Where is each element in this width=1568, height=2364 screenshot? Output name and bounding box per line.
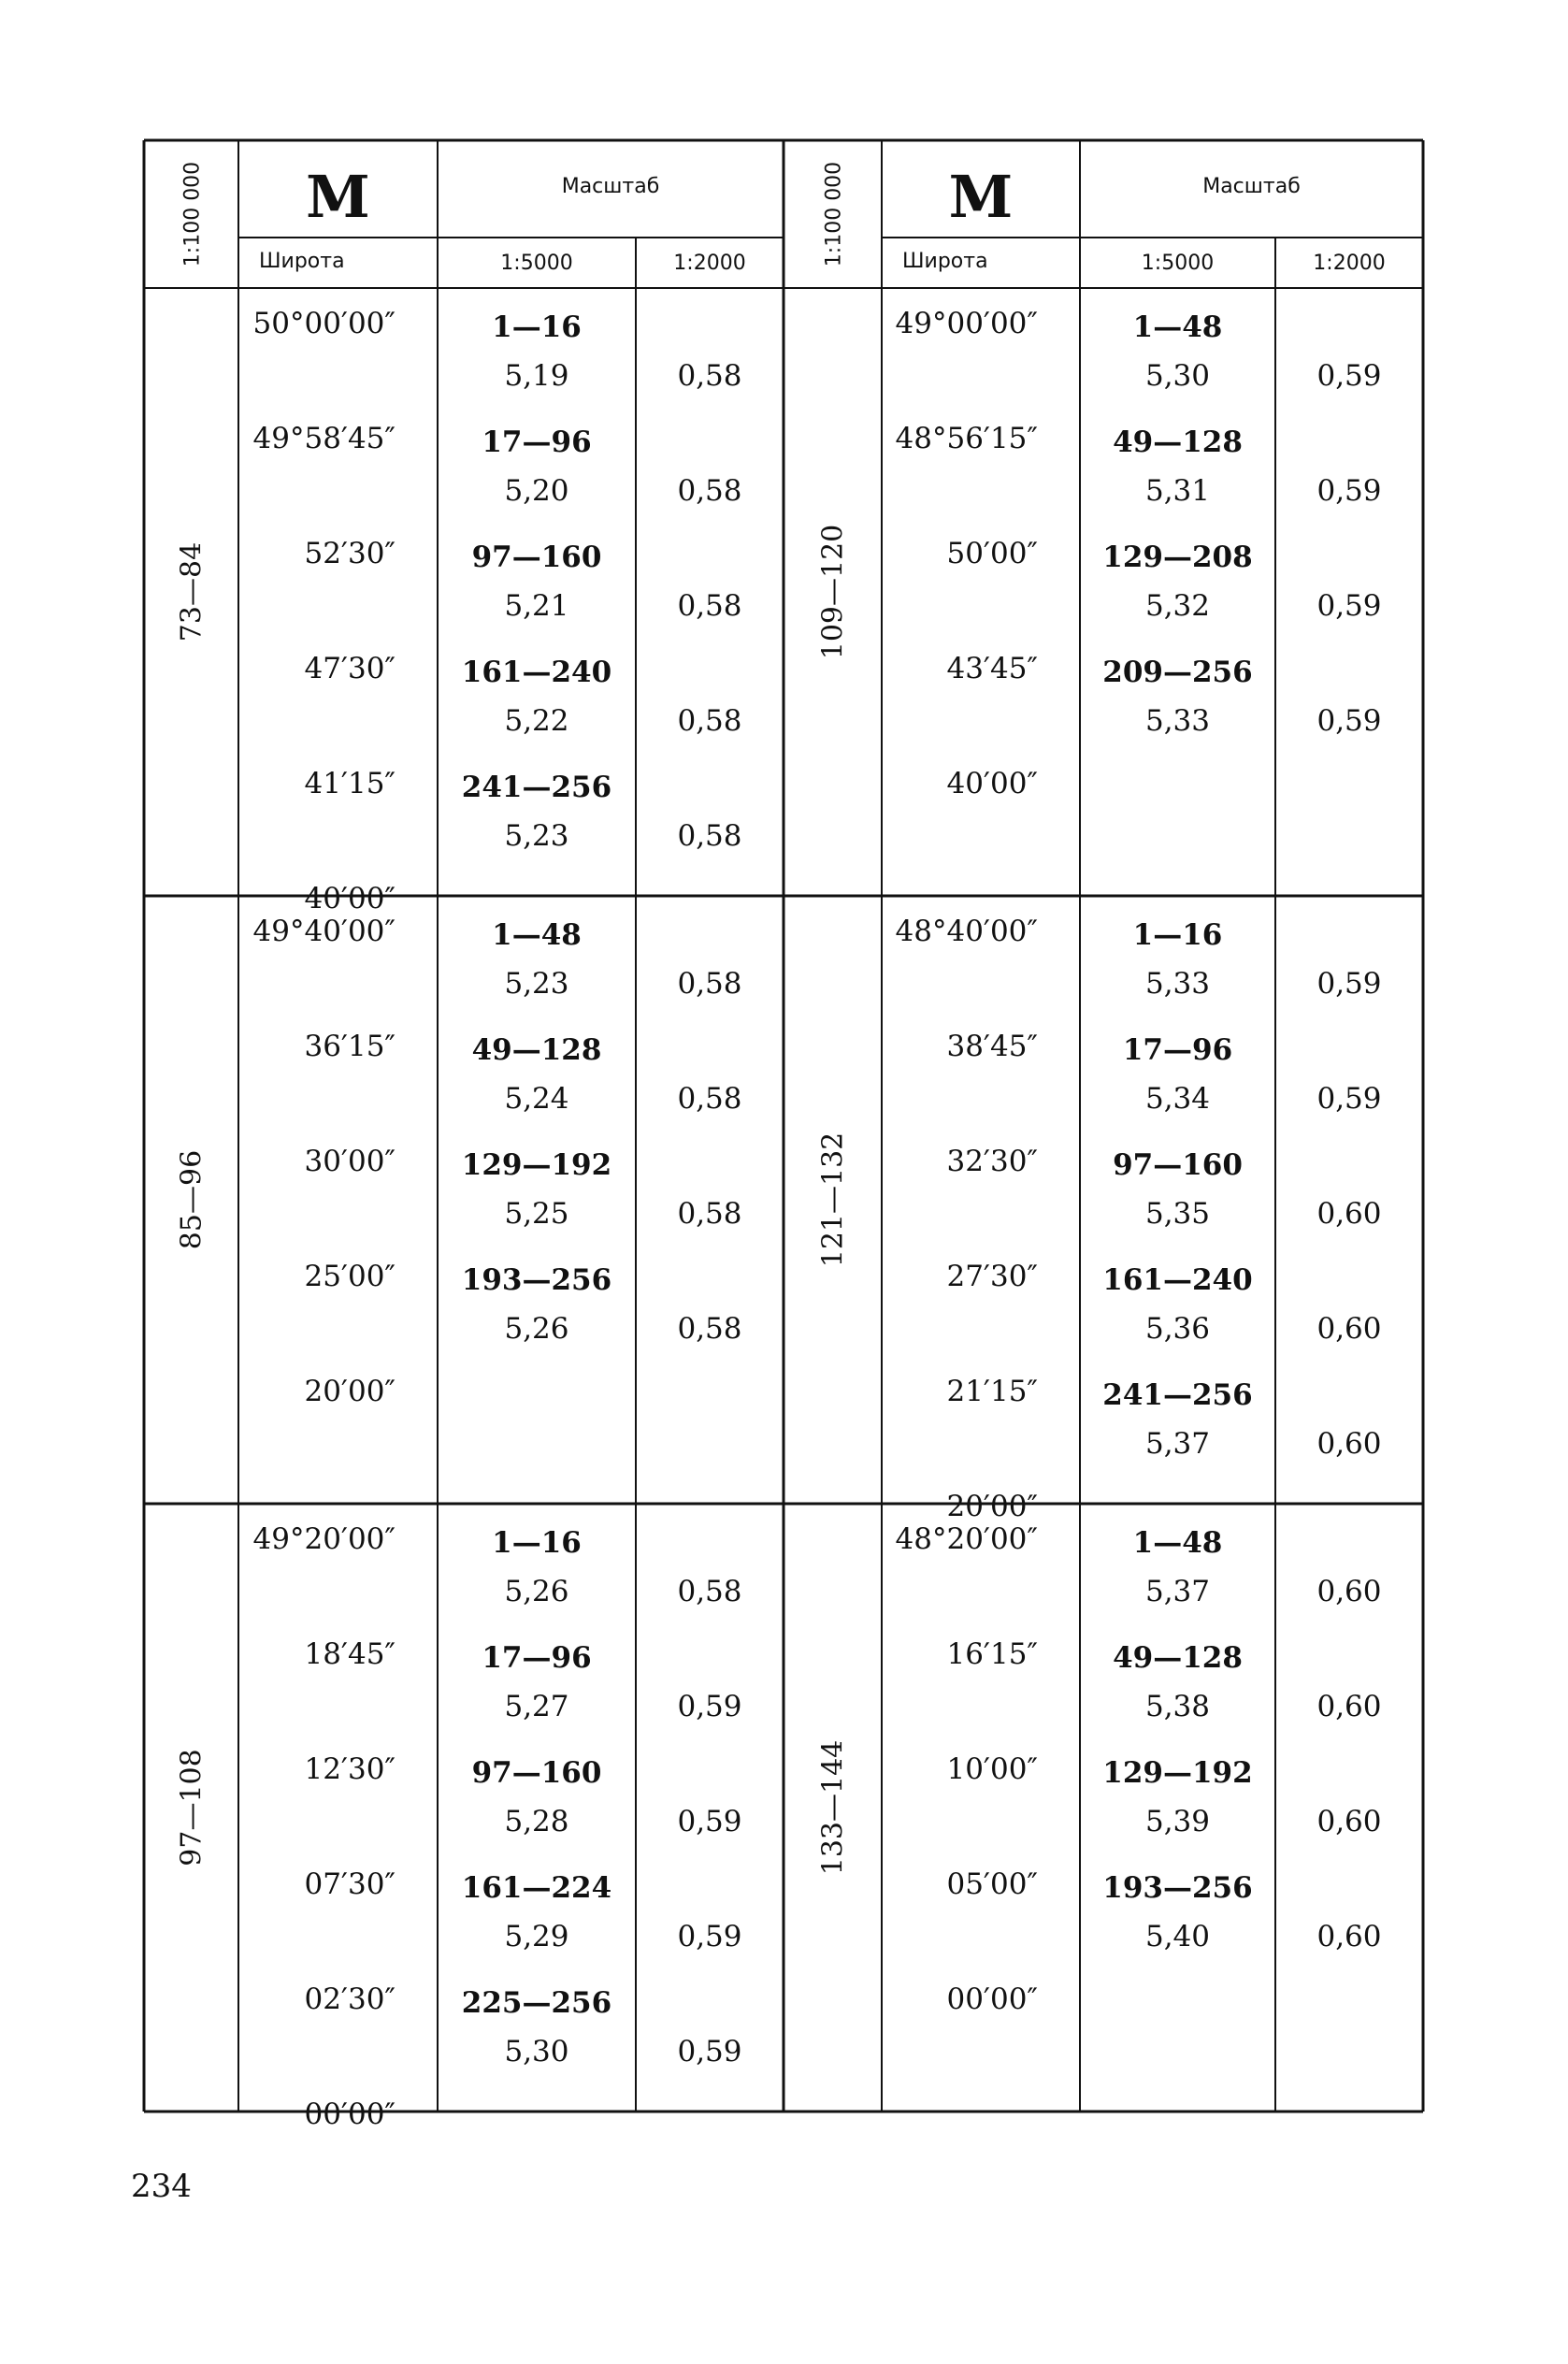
sheet-range: 49—128 (1113, 1641, 1243, 1675)
value-1-5000: 5,39 (1144, 1805, 1211, 1838)
value-1-5000: 5,23 (504, 967, 569, 1001)
sheet-range: 161—240 (1102, 1263, 1253, 1297)
sheet-range: 129—192 (1102, 1756, 1253, 1790)
block-range-label: 85—96 (175, 1149, 209, 1250)
sheet-range: 161—224 (461, 1871, 612, 1905)
sheet-range: 193—256 (461, 1263, 612, 1297)
sheet-range: 97—160 (1113, 1148, 1243, 1182)
latitude-value: 49°00′00″ (895, 307, 1038, 340)
map-letter: M (948, 163, 1014, 231)
sheet-range: 1—48 (492, 918, 582, 952)
latitude-value: 05′00″ (946, 1867, 1038, 1901)
value-1-2000: 0,60 (1316, 1920, 1382, 1953)
page-number: 234 (131, 2168, 192, 2205)
value-1-5000: 5,22 (504, 704, 569, 738)
sheet-range: 1—48 (1132, 1526, 1223, 1560)
sheet-range: 49—128 (1113, 425, 1243, 459)
scale-title: Масштаб (1202, 175, 1301, 198)
latitude-value: 48°56′15″ (895, 422, 1038, 455)
latitude-label: Широта (259, 250, 345, 273)
value-1-5000: 5,37 (1144, 1427, 1211, 1461)
value-1-5000: 5,26 (504, 1312, 569, 1346)
value-1-2000: 0,60 (1316, 1690, 1382, 1723)
value-1-5000: 5,34 (1144, 1082, 1211, 1116)
latitude-value: 07′30″ (304, 1867, 396, 1901)
value-1-2000: 0,60 (1316, 1805, 1382, 1838)
value-1-2000: 0,59 (1316, 1082, 1382, 1116)
sheet-range: 129—208 (1102, 541, 1253, 574)
latitude-value: 49°20′00″ (252, 1522, 396, 1556)
sheet-range: 193—256 (1102, 1871, 1253, 1905)
latitude-end-value: 40′00″ (946, 767, 1038, 800)
sheet-range: 17—96 (482, 425, 592, 459)
value-1-2000: 0,59 (677, 1690, 742, 1723)
latitude-end-value: 00′00″ (946, 1982, 1038, 2016)
value-1-2000: 0,58 (677, 1197, 742, 1231)
scale-100000-label: 1:100 000 (822, 161, 846, 267)
value-1-2000: 0,59 (1316, 967, 1382, 1001)
value-1-5000: 5,33 (1144, 967, 1211, 1001)
value-1-2000: 0,60 (1316, 1312, 1382, 1346)
value-1-2000: 0,59 (1316, 704, 1382, 738)
value-1-2000: 0,60 (1316, 1197, 1382, 1231)
latitude-value: 30′00″ (304, 1145, 396, 1178)
value-1-5000: 5,30 (1144, 359, 1211, 393)
latitude-value: 48°20′00″ (895, 1522, 1038, 1556)
latitude-end-value: 00′00″ (304, 2097, 396, 2131)
latitude-value: 50°00′00″ (252, 307, 396, 340)
latitude-value: 32′30″ (946, 1145, 1038, 1178)
value-1-5000: 5,29 (504, 1920, 569, 1953)
value-1-2000: 0,58 (677, 1082, 742, 1116)
latitude-value: 27′30″ (946, 1260, 1038, 1293)
latitude-end-value: 40′00″ (304, 882, 396, 915)
scale-2000-label: 1:2000 (1313, 252, 1386, 275)
value-1-5000: 5,26 (504, 1575, 569, 1608)
latitude-value: 36′15″ (304, 1030, 396, 1063)
value-1-2000: 0,58 (677, 704, 742, 738)
sheet-range: 1—48 (1132, 310, 1223, 344)
block-range-label: 97—108 (175, 1749, 209, 1867)
latitude-value: 02′30″ (304, 1982, 396, 2016)
value-1-2000: 0,58 (677, 589, 742, 623)
value-1-5000: 5,35 (1144, 1197, 1211, 1231)
scale-100000-label: 1:100 000 (180, 161, 205, 267)
latitude-end-value: 20′00″ (946, 1490, 1038, 1523)
sheet-range: 97—160 (471, 541, 602, 574)
value-1-5000: 5,23 (504, 819, 569, 853)
value-1-5000: 5,31 (1144, 474, 1211, 508)
value-1-5000: 5,27 (504, 1690, 569, 1723)
value-1-2000: 0,59 (1316, 359, 1382, 393)
value-1-5000: 5,30 (504, 2035, 569, 2068)
latitude-value: 12′30″ (304, 1752, 396, 1786)
latitude-value: 49°58′45″ (252, 422, 396, 455)
latitude-value: 38′45″ (946, 1030, 1038, 1063)
value-1-5000: 5,38 (1144, 1690, 1211, 1723)
value-1-5000: 5,21 (504, 589, 569, 623)
sheet-range: 241—256 (1102, 1378, 1253, 1412)
sheet-range: 129—192 (461, 1148, 612, 1182)
latitude-value: 41′15″ (304, 767, 396, 800)
value-1-5000: 5,36 (1144, 1312, 1211, 1346)
value-1-5000: 5,19 (504, 359, 569, 393)
value-1-2000: 0,59 (677, 1805, 742, 1838)
latitude-label: Широта (902, 250, 988, 273)
latitude-value: 18′45″ (304, 1637, 396, 1671)
value-1-5000: 5,24 (504, 1082, 569, 1116)
sheet-range: 97—160 (471, 1756, 602, 1790)
latitude-value: 50′00″ (946, 537, 1038, 570)
value-1-2000: 0,58 (677, 359, 742, 393)
latitude-value: 48°40′00″ (895, 915, 1038, 948)
latitude-value: 10′00″ (946, 1752, 1038, 1786)
value-1-2000: 0,59 (1316, 589, 1382, 623)
value-1-2000: 0,59 (677, 2035, 742, 2068)
latitude-end-value: 20′00″ (304, 1375, 396, 1408)
value-1-2000: 0,58 (677, 474, 742, 508)
block-range-label: 121—132 (816, 1132, 850, 1268)
value-1-5000: 5,25 (504, 1197, 569, 1231)
scale-5000-label: 1:5000 (1141, 252, 1215, 275)
value-1-5000: 5,32 (1144, 589, 1211, 623)
value-1-5000: 5,28 (504, 1805, 569, 1838)
block-range-label: 133—144 (816, 1739, 850, 1876)
sheet-range: 17—96 (1122, 1033, 1233, 1067)
map-letter: M (306, 163, 370, 231)
latitude-value: 47′30″ (304, 652, 396, 685)
value-1-2000: 0,59 (1316, 474, 1382, 508)
sheet-range: 241—256 (461, 771, 612, 804)
value-1-5000: 5,33 (1144, 704, 1211, 738)
latitude-value: 16′15″ (946, 1637, 1038, 1671)
sheet-range: 1—16 (492, 1526, 582, 1560)
value-1-2000: 0,60 (1316, 1575, 1382, 1608)
scale-title: Масштаб (561, 175, 660, 198)
value-1-2000: 0,60 (1316, 1427, 1382, 1461)
sheet-range: 161—240 (461, 656, 612, 689)
scale-5000-label: 1:5000 (500, 252, 573, 275)
value-1-2000: 0,58 (677, 1575, 742, 1608)
sheet-range: 17—96 (482, 1641, 592, 1675)
sheet-range: 49—128 (471, 1033, 602, 1067)
sheet-range: 1—16 (492, 310, 582, 344)
sheet-range: 209—256 (1102, 656, 1253, 689)
sheet-range: 225—256 (461, 1986, 612, 2020)
latitude-value: 49°40′00″ (252, 915, 396, 948)
block-range-label: 73—84 (175, 541, 209, 642)
value-1-5000: 5,37 (1144, 1575, 1211, 1608)
value-1-2000: 0,58 (677, 1312, 742, 1346)
latitude-value: 25′00″ (304, 1260, 396, 1293)
latitude-value: 52′30″ (304, 537, 396, 570)
latitude-value: 43′45″ (946, 652, 1038, 685)
latitude-value: 21′15″ (946, 1375, 1038, 1408)
block-range-label: 109—120 (816, 524, 850, 660)
value-1-5000: 5,20 (504, 474, 569, 508)
value-1-2000: 0,58 (677, 967, 742, 1001)
scale-2000-label: 1:2000 (673, 252, 746, 275)
value-1-2000: 0,59 (677, 1920, 742, 1953)
sheet-range: 1—16 (1132, 918, 1223, 952)
value-1-2000: 0,58 (677, 819, 742, 853)
value-1-5000: 5,40 (1144, 1920, 1211, 1953)
